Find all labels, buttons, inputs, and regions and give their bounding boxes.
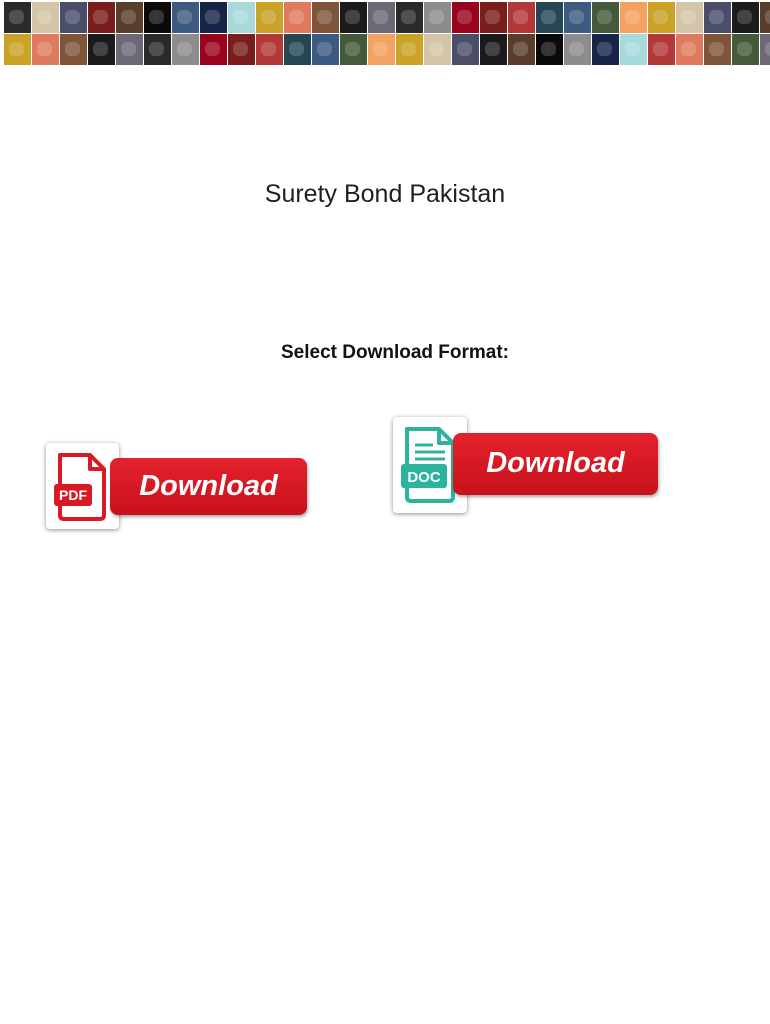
poster-tile [4,2,31,33]
poster-tile [592,34,619,65]
poster-tile [648,2,675,33]
poster-tile [60,34,87,65]
poster-tile [648,34,675,65]
poster-tile [172,34,199,65]
poster-tile [396,2,423,33]
poster-tile [340,2,367,33]
pdf-download-button[interactable] [110,458,307,515]
poster-tile [32,2,59,33]
poster-tile [312,2,339,33]
poster-tile [704,2,731,33]
pdf-download-label: Download [139,470,278,502]
poster-tile [60,2,87,33]
poster-tile [228,2,255,33]
poster-tile [508,34,535,65]
doc-icon-label: DOC [407,469,441,486]
poster-tile [312,34,339,65]
poster-tile [256,34,283,65]
poster-tile [88,34,115,65]
poster-tile [116,34,143,65]
poster-tile [256,2,283,33]
poster-tile [564,2,591,33]
poster-tile [704,34,731,65]
pdf-file-card[interactable] [46,443,119,529]
poster-tile [424,34,451,65]
poster-tile [508,2,535,33]
poster-tile [116,2,143,33]
poster-tile [732,2,759,33]
page-title: Surety Bond Pakistan [264,180,506,208]
doc-download-label: Download [486,447,625,479]
poster-tile [200,34,227,65]
poster-tile [4,34,31,65]
poster-tile [620,2,647,33]
poster-tile [424,2,451,33]
doc-download-group[interactable] [393,417,661,517]
poster-tile [564,34,591,65]
banner-row-bottom [4,34,770,66]
poster-tile [172,2,199,33]
poster-tile [620,34,647,65]
poster-tile [452,2,479,33]
select-format-heading: Select Download Format: [280,342,510,363]
poster-tile [480,2,507,33]
poster-tile [144,34,171,65]
banner-row-top [4,2,770,34]
pdf-download-group[interactable] [46,440,310,534]
poster-tile [340,34,367,65]
poster-tile [676,34,703,65]
poster-tile [676,2,703,33]
poster-tile [368,2,395,33]
poster-tile [200,2,227,33]
pdf-icon-label: PDF [59,487,87,503]
poster-tile [396,34,423,65]
pdf-file-icon [46,443,119,529]
poster-tile [536,34,563,65]
poster-mosaic-banner [4,2,770,66]
poster-tile [592,2,619,33]
poster-tile [760,34,770,65]
poster-tile [88,2,115,33]
poster-tile [144,2,171,33]
poster-tile [284,34,311,65]
poster-tile [284,2,311,33]
poster-tile [368,34,395,65]
poster-tile [452,34,479,65]
poster-tile [228,34,255,65]
poster-tile [480,34,507,65]
poster-tile [536,2,563,33]
doc-download-button[interactable] [453,433,658,495]
poster-tile [760,2,770,33]
poster-tile [732,34,759,65]
poster-tile [32,34,59,65]
